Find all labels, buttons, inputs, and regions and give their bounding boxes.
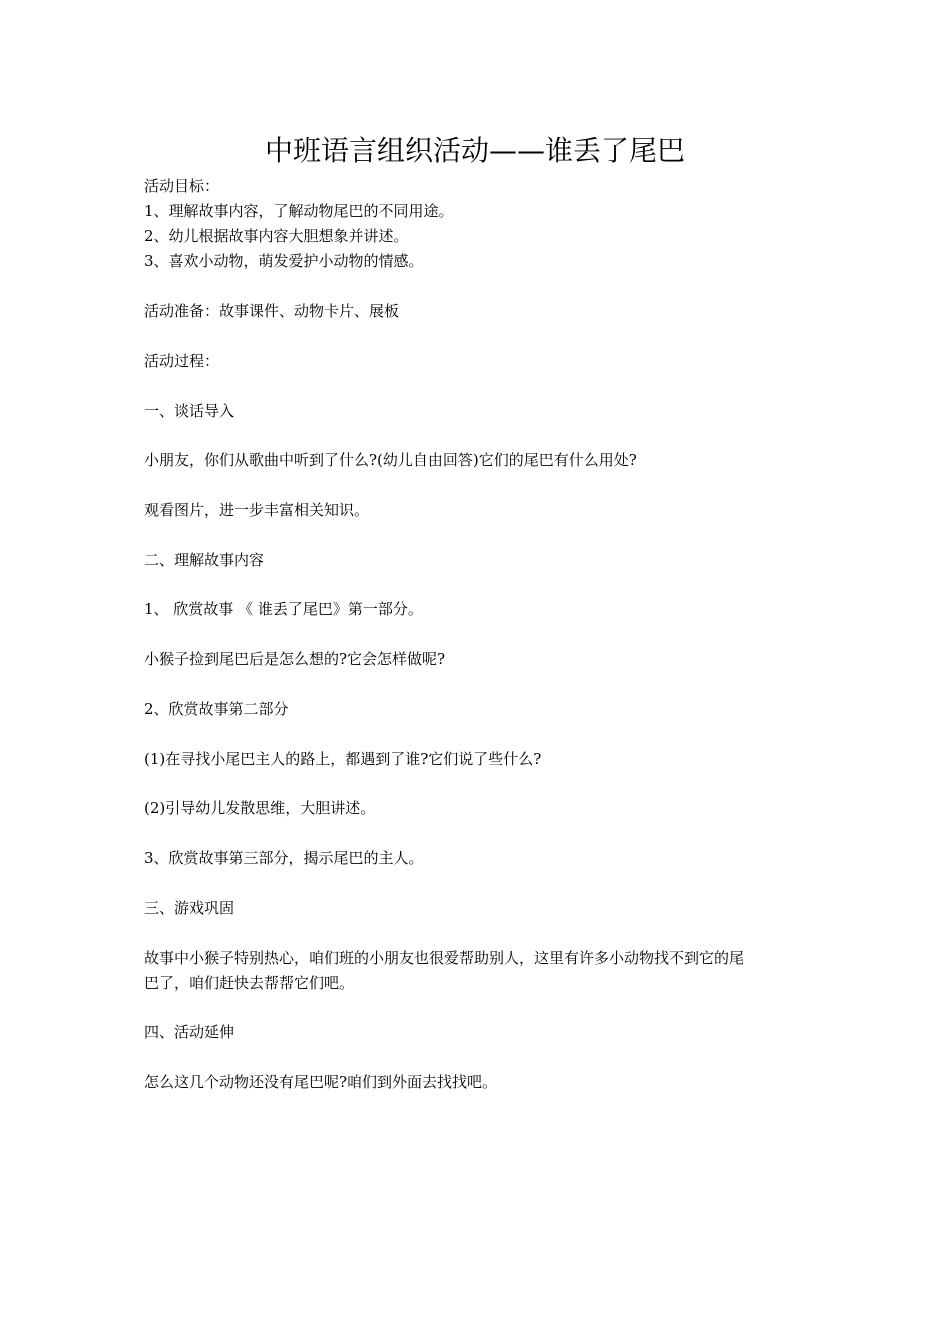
section-3-paragraph-1-line-1: 故事中小猴子特别热心，咱们班的小朋友也很爱帮助别人，这里有许多小动物找不到它的尾	[144, 949, 745, 967]
section-4-heading: 四、活动延伸	[144, 1023, 235, 1041]
section-3-paragraph-1-line-2: 巴了，咱们赶快去帮帮它们吧。	[144, 974, 355, 992]
section-2-paragraph-2: 小猴子捡到尾巴后是怎么想的?它会怎样做呢?	[144, 650, 446, 668]
goal-item-3: 3、喜欢小动物，萌发爱护小动物的情感。	[144, 252, 424, 270]
section-4-paragraph-1: 怎么这几个动物还没有尾巴呢?咱们到外面去找找吧。	[144, 1073, 498, 1091]
section-1-paragraph-1: 小朋友，你们从歌曲中听到了什么?(幼儿自由回答)它们的尾巴有什么用处?	[144, 451, 637, 469]
section-3-heading: 三、游戏巩固	[144, 899, 235, 917]
document-title: 中班语言组织活动——谁丢了尾巴	[264, 134, 685, 167]
goal-item-1: 1、理解故事内容，了解动物尾巴的不同用途。	[144, 202, 454, 220]
section-1-heading: 一、谈话导入	[144, 402, 235, 420]
process-heading: 活动过程：	[144, 352, 220, 370]
section-2-paragraph-3: 2、欣赏故事第二部分	[144, 700, 289, 718]
section-2-paragraph-1: 1、 欣赏故事 《 谁丢了尾巴》第一部分。	[144, 600, 423, 618]
section-2-paragraph-5: (2)引导幼儿发散思维，大胆讲述。	[144, 799, 376, 817]
preparation-text: 活动准备：故事课件、动物卡片、展板	[144, 302, 400, 320]
goals-heading: 活动目标：	[144, 177, 220, 195]
section-1-paragraph-2: 观看图片，进一步丰富相关知识。	[144, 501, 370, 519]
goal-item-2: 2、幼儿根据故事内容大胆想象并讲述。	[144, 227, 409, 245]
section-2-paragraph-4: (1)在寻找小尾巴主人的路上，都遇到了谁?它们说了些什么?	[144, 750, 542, 768]
section-2-paragraph-6: 3、欣赏故事第三部分，揭示尾巴的主人。	[144, 849, 424, 867]
section-2-heading: 二、理解故事内容	[144, 551, 265, 569]
